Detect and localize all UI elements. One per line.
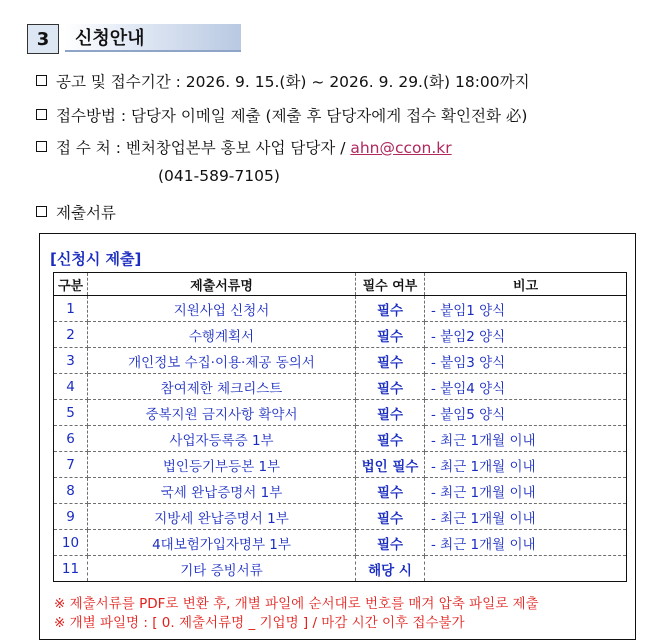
table-row bbox=[54, 478, 627, 504]
row-note: - 붙임4 양식 bbox=[425, 374, 627, 400]
row-number: 7 bbox=[54, 452, 88, 478]
required-status: 필수 bbox=[356, 322, 425, 348]
info-method bbox=[36, 104, 527, 126]
row-number: 11 bbox=[54, 556, 88, 582]
required-status: 필수 bbox=[356, 478, 425, 504]
document-name: 사업자등록증 1부 bbox=[88, 426, 356, 452]
required-status: 필수 bbox=[356, 400, 425, 426]
document-name: 지방세 완납증명서 1부 bbox=[88, 504, 356, 530]
document-name: 수행계획서 bbox=[88, 322, 356, 348]
row-note: - 최근 1개월 이내 bbox=[425, 426, 627, 452]
required-status: 필수 bbox=[356, 426, 425, 452]
header-no: 구분 bbox=[54, 273, 88, 296]
table-row bbox=[54, 556, 627, 582]
required-status: 필수 bbox=[356, 374, 425, 400]
required-status: 필수 bbox=[356, 504, 425, 530]
table-row bbox=[54, 452, 627, 478]
documents-table bbox=[53, 272, 627, 582]
document-name: 기타 증빙서류 bbox=[88, 556, 356, 582]
document-name: 중복지원 금지사항 확약서 bbox=[88, 400, 356, 426]
table-row bbox=[54, 348, 627, 374]
row-note: - 최근 1개월 이내 bbox=[425, 452, 627, 478]
row-number: 6 bbox=[54, 426, 88, 452]
row-note bbox=[425, 556, 627, 582]
row-note: - 붙임3 양식 bbox=[425, 348, 627, 374]
box-title: [신청시 제출] bbox=[50, 250, 142, 268]
footnote-1: ※ 제출서류를 PDF로 변환 후, 개별 파일에 순서대로 번호를 매겨 압축 파일로 제출 bbox=[54, 596, 539, 612]
table-row bbox=[54, 322, 627, 348]
table-row bbox=[54, 374, 627, 400]
document-name: 4대보험가입자명부 1부 bbox=[88, 530, 356, 556]
document-name: 국세 완납증명서 1부 bbox=[88, 478, 356, 504]
row-number: 8 bbox=[54, 478, 88, 504]
row-number: 4 bbox=[54, 374, 88, 400]
footnote-2: ※ 개별 파일명 : [ 0. 제출서류명 _ 기업명 ] / 마감 시간 이후 접수불가 bbox=[54, 615, 465, 631]
required-status: 필수 bbox=[356, 348, 425, 374]
docs-heading-text: 제출서류 bbox=[56, 204, 116, 222]
checkbox-bullet-icon bbox=[36, 141, 47, 152]
row-number: 1 bbox=[54, 296, 88, 322]
checkbox-bullet-icon bbox=[36, 206, 47, 217]
checkbox-bullet-icon bbox=[36, 109, 47, 120]
section-number: 3 bbox=[27, 24, 59, 54]
document-name: 법인등기부등본 1부 bbox=[88, 452, 356, 478]
header-required: 필수 여부 bbox=[356, 273, 425, 296]
table-row bbox=[54, 504, 627, 530]
row-note: - 붙임1 양식 bbox=[425, 296, 627, 322]
submission-box bbox=[39, 233, 636, 640]
document-name: 지원사업 신청서 bbox=[88, 296, 356, 322]
info-period bbox=[36, 70, 530, 92]
row-note: - 최근 1개월 이내 bbox=[425, 478, 627, 504]
email-link[interactable]: ahn@ccon.kr bbox=[350, 139, 452, 157]
row-number: 3 bbox=[54, 348, 88, 374]
row-number: 9 bbox=[54, 504, 88, 530]
required-status: 해당 시 bbox=[356, 556, 425, 582]
row-note: - 최근 1개월 이내 bbox=[425, 504, 627, 530]
table-header-row bbox=[54, 273, 627, 296]
header-note: 비고 bbox=[425, 273, 627, 296]
section-header bbox=[27, 24, 241, 54]
row-note: - 붙임5 양식 bbox=[425, 400, 627, 426]
info-method-text: 접수방법 : 담당자 이메일 제출 (제출 후 담당자에게 접수 확인전화 必) bbox=[56, 107, 528, 125]
row-number: 5 bbox=[54, 400, 88, 426]
table-row bbox=[54, 296, 627, 322]
table-row bbox=[54, 426, 627, 452]
document-name: 참여제한 체크리스트 bbox=[88, 374, 356, 400]
row-number: 10 bbox=[54, 530, 88, 556]
table-row bbox=[54, 400, 627, 426]
table-row bbox=[54, 530, 627, 556]
required-status: 필수 bbox=[356, 530, 425, 556]
checkbox-bullet-icon bbox=[36, 75, 47, 86]
info-docs-heading bbox=[36, 201, 116, 223]
info-phone: (041-589-7105) bbox=[158, 167, 280, 185]
info-period-text: 공고 및 접수기간 : 2026. 9. 15.(화) ~ 2026. 9. 29.(화) 18:00까지 bbox=[56, 73, 530, 91]
required-status: 필수 bbox=[356, 296, 425, 322]
row-note: - 최근 1개월 이내 bbox=[425, 530, 627, 556]
header-name: 제출서류명 bbox=[88, 273, 356, 296]
section-title: 신청안내 bbox=[65, 24, 241, 52]
info-office bbox=[36, 136, 452, 158]
row-number: 2 bbox=[54, 322, 88, 348]
required-status: 법인 필수 bbox=[356, 452, 425, 478]
row-note: - 붙임2 양식 bbox=[425, 322, 627, 348]
document-name: 개인정보 수집·이용·제공 동의서 bbox=[88, 348, 356, 374]
info-office-text: 접 수 처 : 벤처창업본부 홍보 사업 담당자 / bbox=[56, 139, 351, 157]
